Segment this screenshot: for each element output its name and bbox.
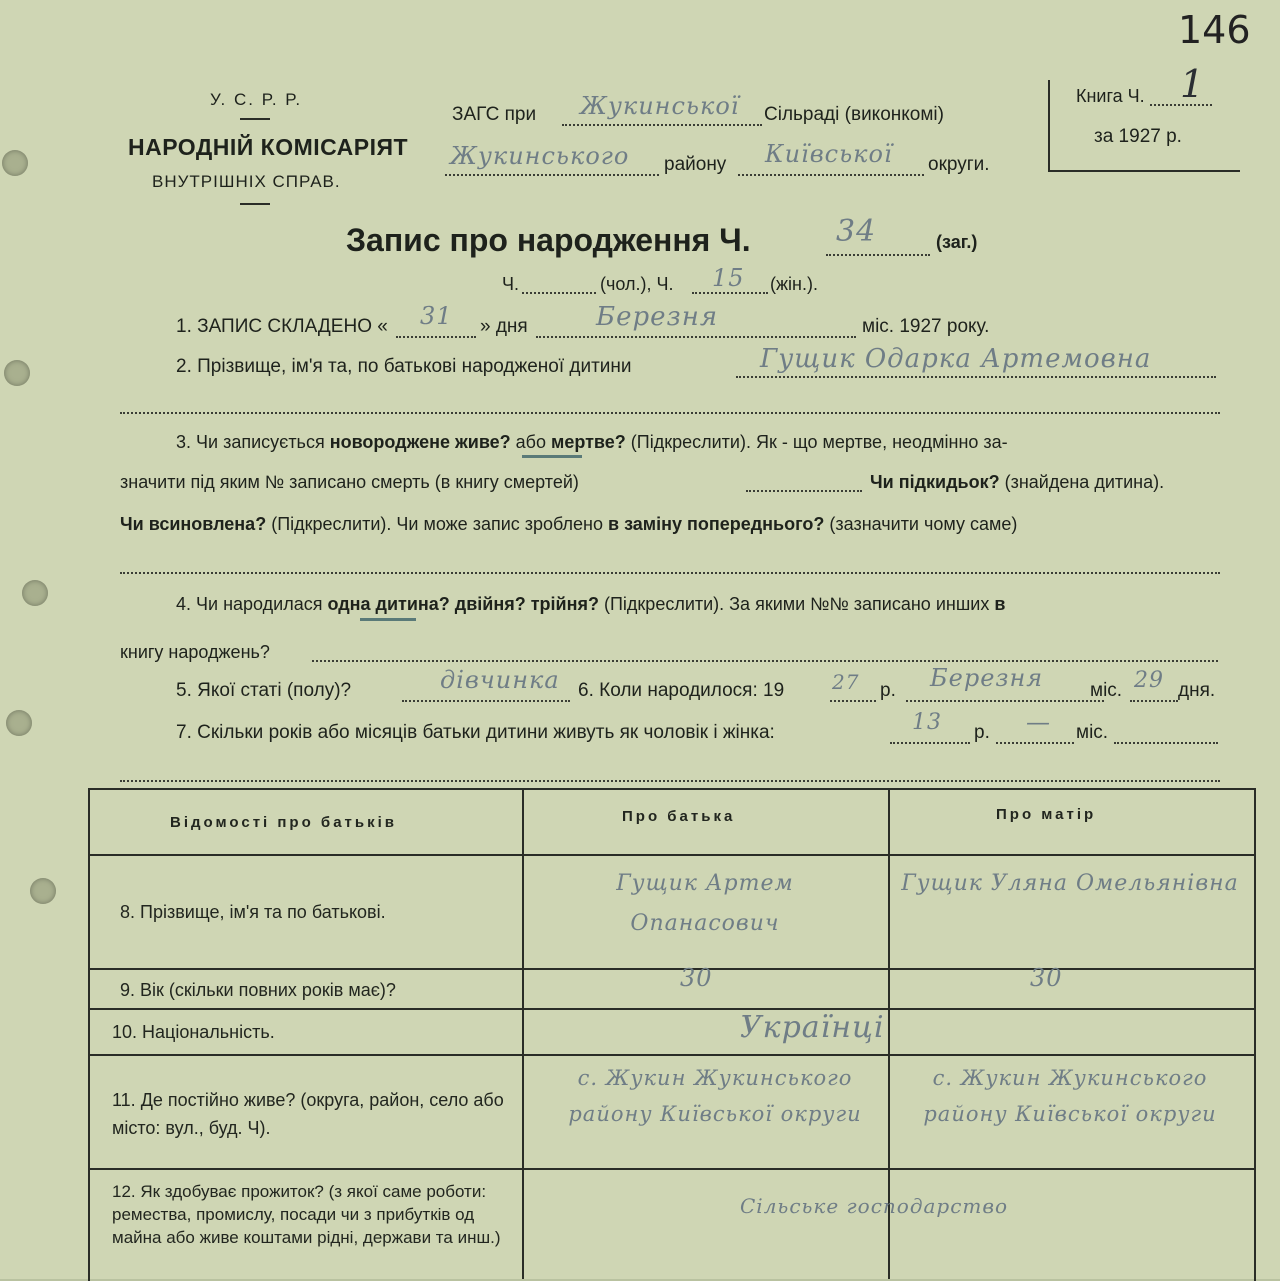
header-parents-info: Відомості про батьків <box>170 814 397 831</box>
page-title: Запис про народження Ч. <box>346 222 751 258</box>
title-suffix: (заг.) <box>936 232 978 252</box>
item7-years: 13 <box>912 710 942 735</box>
book-year: за 1927 р. <box>1094 126 1182 147</box>
row11-mother: с. Жукин Жукинського району Київської округи <box>923 1066 1217 1126</box>
item2-value: Гущик Одарка Артемовна <box>760 344 1152 374</box>
item1-month: Березня <box>596 302 719 332</box>
item1-end: міс. 1927 року. <box>862 316 990 337</box>
punch-hole <box>4 360 30 386</box>
header-mother: Про матір <box>996 806 1097 823</box>
book-label: Книга Ч. <box>1076 86 1145 106</box>
male-label: Ч. <box>502 274 519 294</box>
item1-label: 1. ЗАПИС СКЛАДЕНО « <box>176 316 388 337</box>
item5-label: 5. Якої статі (полу)? <box>176 680 352 701</box>
row9-father: 30 <box>680 964 713 992</box>
row9-mother: 30 <box>1030 964 1063 992</box>
row8-label: 8. Прізвище, ім'я та по батькові. <box>120 902 386 922</box>
item7-mis: міс. <box>1076 722 1109 743</box>
item6-month: Березня <box>930 664 1044 692</box>
row11-father: с. Жукин Жукинського району Київської округи <box>568 1066 862 1126</box>
divider <box>240 203 270 205</box>
row12-shared: Сільське господарство <box>740 1194 1009 1218</box>
issuer-state: У. С. Р. Р. <box>210 90 303 109</box>
underline-mark <box>522 455 582 458</box>
item6-r: р. <box>880 680 896 701</box>
book-number: 1 <box>1180 62 1206 106</box>
item4-line2: книгу народжень? <box>120 642 270 662</box>
issuer-commissariat: НАРОДНІЙ КОМІСАРІЯТ <box>128 134 409 160</box>
zags-prefix: ЗАГС при <box>452 104 537 125</box>
female-suffix: (жін.). <box>770 274 818 294</box>
record-number: 34 <box>836 214 877 249</box>
item4-line1: 4. Чи народилася одна дитина? двійня? трійня? (Підкреслити). За якими №№ записано инших в <box>176 594 1006 614</box>
zags-district-label: району <box>664 154 727 175</box>
male-suffix: (чол.), Ч. <box>600 274 674 294</box>
item3-line2: значити під яким № записано смерть (в книгу смертей) <box>120 472 579 492</box>
row12-label: 12. Як здобуває прожиток? (з якої саме роботи: ремества, промислу, посади чи з прибутків од майна або живе коштами рідні, держави та инш.) <box>112 1182 501 1247</box>
item6-dnya: дня. <box>1178 680 1216 701</box>
punch-hole <box>22 580 48 606</box>
row10-shared: Українці <box>740 1010 885 1045</box>
row9-label: 9. Вік (скільки повних років має)? <box>120 980 396 1000</box>
divider <box>240 118 270 120</box>
item6-year: 27 <box>832 670 860 694</box>
row8-father: Гущик Артем Опанасович <box>616 871 794 936</box>
row11-label: 11. Де постійно живе? (округа, район, село або місто: вул., буд. Ч). <box>112 1090 504 1138</box>
item1-day: 31 <box>420 302 453 330</box>
female-number: 15 <box>712 264 745 292</box>
item3-line1: 3. Чи записується новороджене живе? або мертве? (Підкреслити). Як - що мертве, неодмінно за- <box>176 432 1008 452</box>
item6-mis: міс. <box>1090 680 1123 701</box>
punch-hole <box>2 150 28 176</box>
zags-okrug: Київської <box>765 140 893 168</box>
punch-hole <box>30 878 56 904</box>
page-number: 146 <box>1178 8 1251 52</box>
header-father: Про батька <box>622 808 736 825</box>
item3-line3: Чи всиновлена? (Підкреслити). Чи може запис зроблено в заміну попереднього? (зазначити чому саме) <box>120 514 1018 534</box>
zags-okrug-label: округи. <box>928 154 990 175</box>
item6-day: 29 <box>1134 668 1164 693</box>
row8-mother: Гущик Уляна Омельянівна <box>901 871 1239 896</box>
item7-months: — <box>1026 708 1051 736</box>
item2-label: 2. Прізвище, ім'я та, по батькові народженої дитини <box>176 356 632 377</box>
item7-r: р. <box>974 722 990 743</box>
issuer-department: ВНУТРІШНІХ СПРАВ. <box>152 172 341 191</box>
item7-label: 7. Скільки років або місяців батьки дитини живуть як чоловік і жінка: <box>176 722 775 743</box>
item6-label: 6. Коли народилося: 19 <box>578 680 785 701</box>
punch-hole <box>6 710 32 736</box>
zags-district: Жукинського <box>450 142 630 170</box>
row10-label: 10. Національність. <box>112 1022 275 1042</box>
underline-mark <box>360 618 416 621</box>
item5-value: дівчинка <box>440 666 560 694</box>
zags-council: Сільраді (виконкомі) <box>764 104 944 125</box>
zags-village: Жукинської <box>580 92 740 120</box>
item3-line2b: Чи підкидьок? (знайдена дитина). <box>870 472 1165 492</box>
item1-mid: » дня <box>480 316 528 337</box>
